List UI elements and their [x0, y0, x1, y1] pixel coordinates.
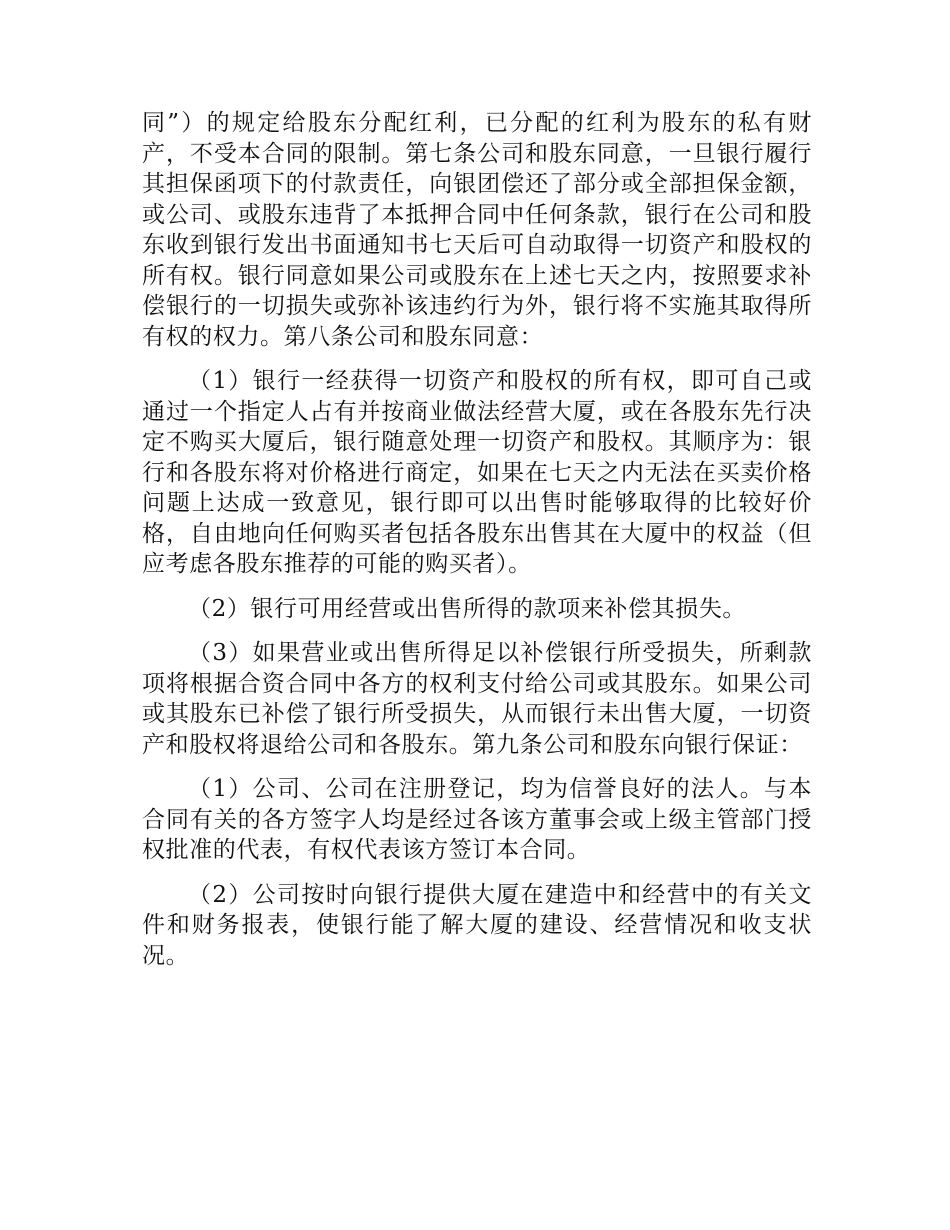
paragraph-continuation: 同”）的规定给股东分配红利，已分配的红利为股东的私有财产，不受本合同的限制。第七条公司和股东同意，一旦银行履行其担保函项下的付款责任，向银团偿还了部分或全部担保金额，或公司、或股东违背了本抵押合同中任何条款，银行在公司和股东收到银行发出书面通知书七天后可自动取得一切资产和股权的所有权。银行同意如果公司或股东在上述七天之内，按照要求补偿银行的一切损失或弥补该违约行为外，银行将不实施其取得所有权的权力。第八条公司和股东同意：	[142, 110, 812, 350]
paragraph-clause-9-1: （1）公司、公司在注册登记，均为信誉良好的法人。与本合同有关的各方签字人均是经过各该方董事会或上级主管部门授权批准的代表，有权代表该方签订本合同。	[142, 776, 812, 863]
paragraph-clause-8-1: （1）银行一经获得一切资产和股权的所有权，即可自己或通过一个指定人占有并按商业做法经营大厦，或在各股东先行决定不购买大厦后，银行随意处理一切资产和股权。其顺序为：银行和各股东将对价格进行商定，如果在七天之内无法在买卖价格问题上达成一致意见，银行即可以出售时能够取得的比较好价格，自由地向任何购买者包括各股东出售其在大厦中的权益（但应考虑各股东推荐的可能的购买者）。	[142, 368, 812, 577]
document-page	[142, 108, 812, 985]
paragraph-clause-8-2: （2）银行可用经营或出售所得的款项来补偿其损失。	[188, 595, 747, 622]
paragraph-clause-9-2: （2）公司按时向银行提供大厦在建造中和经营中的有关文件和财务报表，使银行能了解大厦的建设、经营情况和收支状况。	[142, 881, 812, 969]
paragraph-clause-8-3: （3）如果营业或出售所得足以补偿银行所受损失，所剩款项将根据合资合同中各方的权利支付给公司或其股东。如果公司或其股东已补偿了银行所受损失，从而银行未出售大厦，一切资产和股权将退给公司和各股东。第九条公司和股东向银行保证：	[142, 640, 812, 758]
